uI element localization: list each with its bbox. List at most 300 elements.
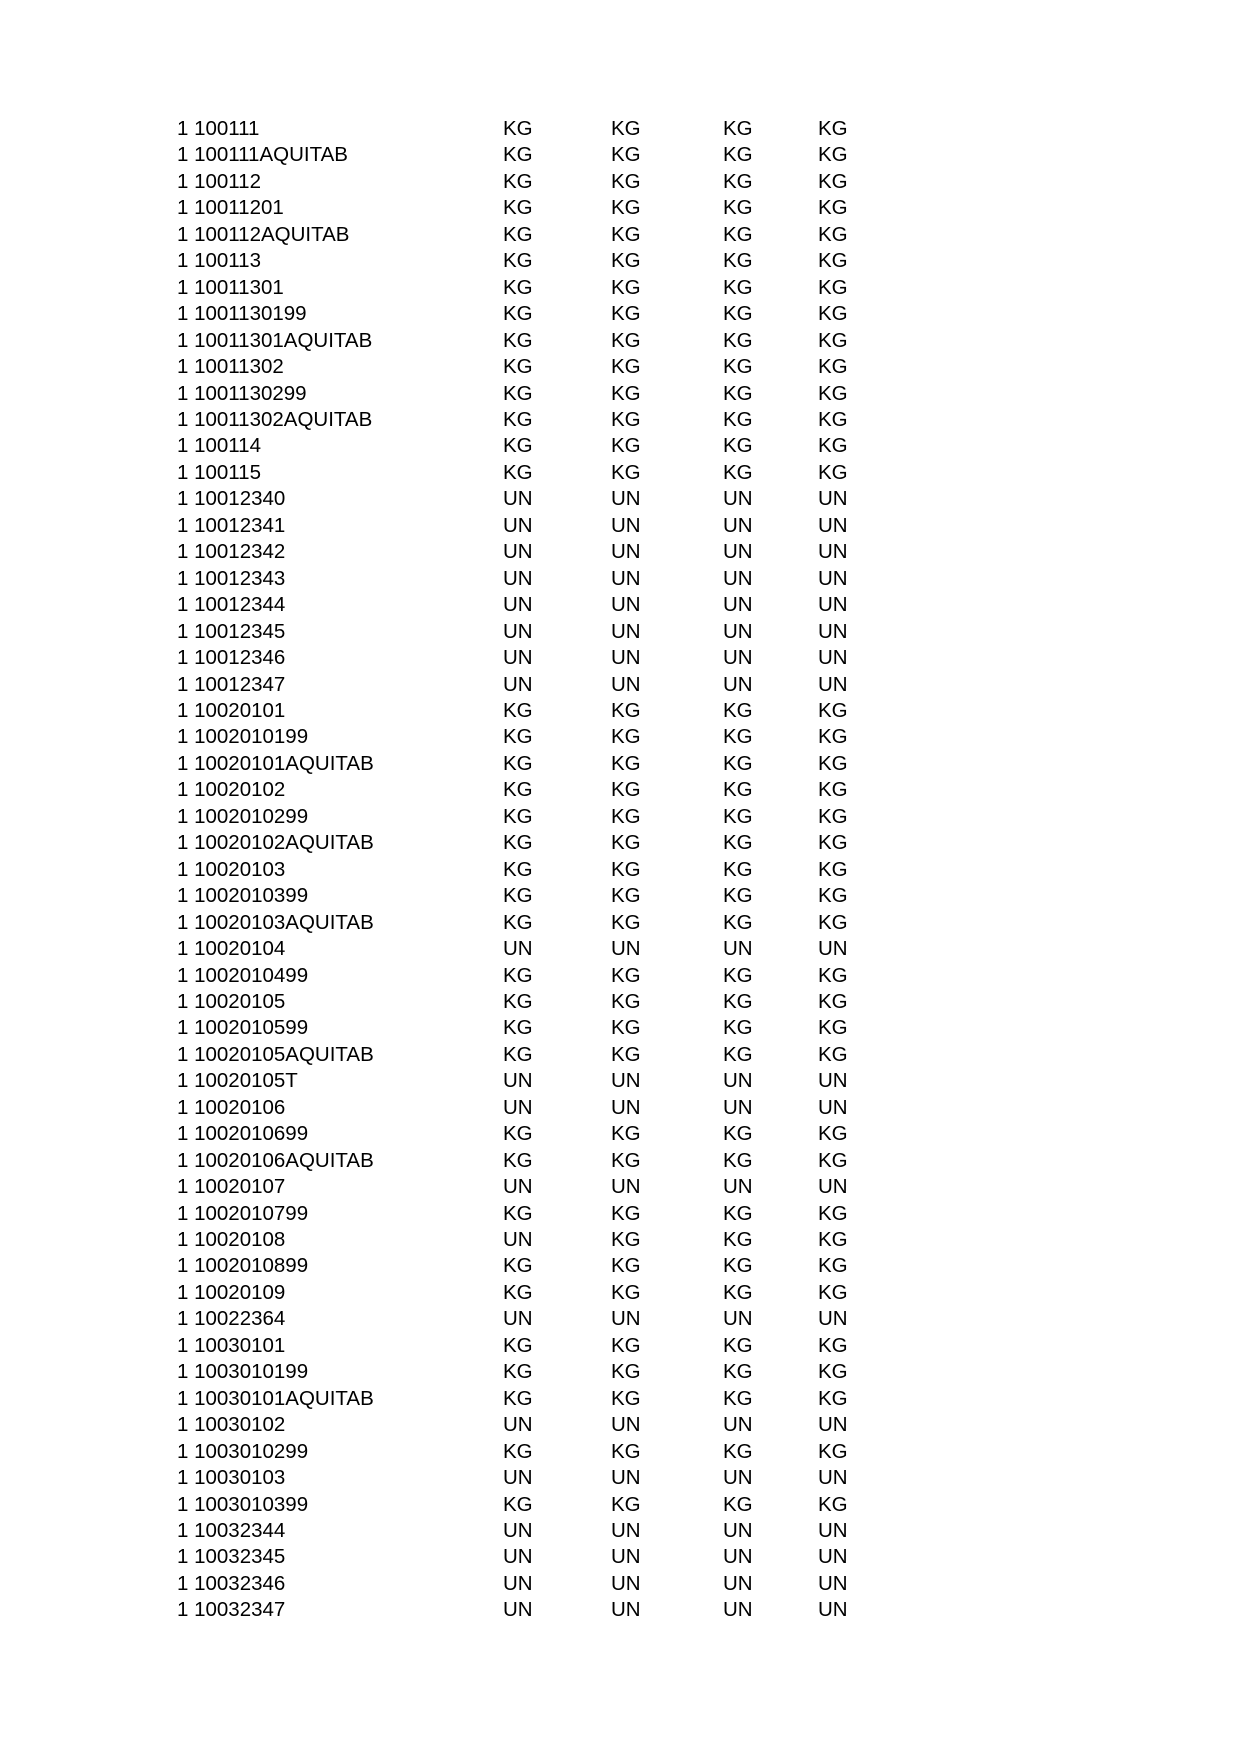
unit-cell: UN (611, 487, 641, 511)
unit-cell: KG (611, 1122, 641, 1146)
unit-cell: KG (723, 169, 753, 193)
unit-cell: KG (818, 1333, 848, 1357)
unit-cell: UN (503, 646, 533, 670)
unit-cell: UN (723, 1598, 753, 1622)
unit-cell: UN (723, 593, 753, 617)
unit-cell: KG (611, 1201, 641, 1225)
unit-cell: KG (818, 857, 848, 881)
unit-cell: UN (611, 619, 641, 643)
unit-cell: KG (818, 169, 848, 193)
code-cell: 1 100113 (177, 249, 261, 273)
table-row (177, 1518, 848, 1544)
unit-cell: UN (723, 619, 753, 643)
unit-cell: KG (723, 1254, 753, 1278)
code-cell: 1 1002010199 (177, 725, 309, 749)
code-cell: 1 10012346 (177, 646, 286, 670)
unit-cell: KG (818, 328, 848, 352)
unit-cell: KG (818, 196, 848, 220)
code-cell: 1 1002010699 (177, 1122, 309, 1146)
unit-cell: KG (611, 143, 641, 167)
code-cell: 1 10020107 (177, 1175, 286, 1199)
unit-cell: KG (611, 328, 641, 352)
unit-cell: KG (818, 1122, 848, 1146)
unit-cell: KG (503, 1360, 533, 1384)
unit-cell: KG (723, 1148, 753, 1172)
unit-cell: KG (818, 117, 848, 140)
table-row (177, 1042, 848, 1068)
table-row (177, 1015, 848, 1041)
unit-cell: UN (818, 619, 848, 643)
unit-cell: KG (818, 381, 848, 405)
unit-cell: UN (818, 593, 848, 617)
unit-cell: KG (818, 434, 848, 458)
code-cell: 1 100111AQUITAB (177, 143, 348, 167)
unit-cell: UN (503, 1413, 533, 1437)
unit-cell: KG (611, 355, 641, 379)
unit-cell: UN (723, 1466, 753, 1490)
unit-cell: KG (818, 1228, 848, 1252)
unit-cell: KG (818, 1148, 848, 1172)
table-row (177, 116, 848, 142)
code-cell: 1 10020105AQUITAB (177, 1042, 374, 1066)
unit-cell: UN (611, 1571, 641, 1595)
unit-cell: UN (611, 513, 641, 537)
unit-cell: KG (818, 222, 848, 246)
unit-cell: KG (818, 407, 848, 431)
code-cell: 1 10020109 (177, 1280, 286, 1304)
code-cell: 1 10030103 (177, 1466, 286, 1490)
table-row (177, 328, 848, 354)
unit-cell: UN (503, 1095, 533, 1119)
unit-cell: KG (611, 407, 641, 431)
code-cell: 1 10011201 (177, 196, 284, 220)
code-cell: 1 10020103 (177, 857, 286, 881)
unit-cell: KG (503, 751, 533, 775)
unit-cell: KG (611, 1333, 641, 1357)
unit-cell: UN (503, 1545, 533, 1569)
table-row (177, 1227, 848, 1253)
unit-cell: UN (611, 1095, 641, 1119)
unit-cell: UN (611, 672, 641, 696)
table-row (177, 1253, 848, 1279)
unit-cell: KG (503, 1148, 533, 1172)
unit-cell: KG (723, 117, 753, 140)
unit-cell: KG (723, 1122, 753, 1146)
table-row (177, 1280, 848, 1306)
unit-cell: UN (503, 1069, 533, 1093)
unit-cell: KG (503, 1201, 533, 1225)
unit-cell: UN (611, 540, 641, 564)
unit-cell: KG (611, 302, 641, 326)
code-cell: 1 1002010299 (177, 804, 309, 828)
unit-cell: KG (723, 1333, 753, 1357)
unit-cell: UN (818, 1545, 848, 1569)
table-row (177, 592, 848, 618)
unit-cell: KG (611, 1386, 641, 1410)
unit-cell: KG (611, 196, 641, 220)
unit-cell: UN (818, 1175, 848, 1199)
table-row (177, 433, 848, 459)
unit-cell: UN (503, 1519, 533, 1543)
table-row (177, 301, 848, 327)
code-cell: 1 10032345 (177, 1545, 286, 1569)
table-row (177, 1597, 848, 1623)
unit-cell: UN (818, 646, 848, 670)
unit-cell: KG (611, 1439, 641, 1463)
table-row (177, 989, 848, 1015)
unit-cell: KG (818, 1492, 848, 1516)
unit-cell: UN (503, 672, 533, 696)
table-row (177, 1465, 848, 1491)
unit-cell: KG (503, 698, 533, 722)
unit-cell: KG (723, 831, 753, 855)
unit-cell: KG (611, 381, 641, 405)
unit-cell: KG (611, 1016, 641, 1040)
table-row (177, 222, 848, 248)
unit-cell: UN (503, 566, 533, 590)
unit-cell: KG (818, 1201, 848, 1225)
code-cell: 1 10012347 (177, 672, 286, 696)
table-row (177, 883, 848, 909)
table-row (177, 195, 848, 221)
unit-cell: KG (503, 831, 533, 855)
unit-cell: KG (503, 117, 533, 140)
table-row (177, 1571, 848, 1597)
unit-cell: UN (723, 1307, 753, 1331)
unit-cell: KG (723, 222, 753, 246)
table-row (177, 248, 848, 274)
unit-cell: UN (723, 937, 753, 961)
code-cell: 1 10032344 (177, 1519, 286, 1543)
code-cell: 1 10032346 (177, 1571, 286, 1595)
code-cell: 1 1003010399 (177, 1492, 309, 1516)
table-row (177, 566, 848, 592)
table-row (177, 1492, 848, 1518)
unit-cell: KG (723, 751, 753, 775)
unit-cell: UN (503, 619, 533, 643)
code-cell: 1 10020106AQUITAB (177, 1148, 374, 1172)
unit-cell: KG (503, 249, 533, 273)
table-row (177, 1359, 848, 1385)
table-row (177, 169, 848, 195)
unit-cell: KG (723, 381, 753, 405)
unit-cell: UN (818, 1519, 848, 1543)
unit-cell: KG (723, 910, 753, 934)
table-row (177, 1333, 848, 1359)
unit-cell: KG (503, 407, 533, 431)
code-cell: 1 100111 (177, 117, 260, 140)
unit-cell: KG (503, 169, 533, 193)
unit-cell: UN (503, 487, 533, 511)
unit-cell: UN (611, 1307, 641, 1331)
table-row (177, 1148, 848, 1174)
unit-cell: UN (818, 1307, 848, 1331)
code-cell: 1 100115 (177, 460, 261, 484)
unit-cell: UN (611, 566, 641, 590)
unit-cell: KG (611, 1228, 641, 1252)
unit-cell: KG (611, 831, 641, 855)
unit-cell: KG (723, 989, 753, 1013)
code-cell: 1 10011302 (177, 355, 284, 379)
unit-cell: UN (818, 672, 848, 696)
unit-cell: KG (611, 910, 641, 934)
table-row (177, 672, 848, 698)
unit-cell: KG (818, 989, 848, 1013)
unit-cell: UN (723, 566, 753, 590)
unit-cell: UN (503, 1466, 533, 1490)
unit-cell: KG (723, 1360, 753, 1384)
unit-cell: UN (503, 1175, 533, 1199)
unit-cell: KG (723, 1228, 753, 1252)
code-cell: 1 10012345 (177, 619, 286, 643)
unit-cell: KG (503, 963, 533, 987)
unit-cell: KG (611, 857, 641, 881)
unit-cell: UN (723, 487, 753, 511)
unit-cell: KG (611, 778, 641, 802)
unit-cell: KG (818, 778, 848, 802)
unit-cell: UN (723, 513, 753, 537)
code-cell: 1 10020102AQUITAB (177, 831, 374, 855)
unit-cell: KG (723, 143, 753, 167)
table-row (177, 275, 848, 301)
table-row (177, 513, 848, 539)
unit-cell: KG (611, 804, 641, 828)
unit-cell: UN (818, 1095, 848, 1119)
code-cell: 1 10012340 (177, 487, 286, 511)
unit-cell: KG (818, 1439, 848, 1463)
code-cell: 1 10020104 (177, 937, 286, 961)
table-row (177, 936, 848, 962)
table-row (177, 698, 848, 724)
table-row (177, 407, 848, 433)
unit-cell: KG (503, 1280, 533, 1304)
units-table (177, 116, 848, 1624)
unit-cell: KG (611, 963, 641, 987)
unit-cell: KG (611, 1042, 641, 1066)
unit-cell: UN (611, 1069, 641, 1093)
table-row (177, 1386, 848, 1412)
unit-cell: UN (503, 540, 533, 564)
unit-cell: KG (503, 778, 533, 802)
unit-cell: KG (818, 698, 848, 722)
unit-cell: KG (818, 249, 848, 273)
unit-cell: UN (818, 540, 848, 564)
unit-cell: UN (818, 1571, 848, 1595)
unit-cell: UN (723, 1545, 753, 1569)
unit-cell: KG (611, 222, 641, 246)
code-cell: 1 10012342 (177, 540, 286, 564)
code-cell: 1 1002010899 (177, 1254, 309, 1278)
table-row (177, 910, 848, 936)
unit-cell: UN (818, 487, 848, 511)
unit-cell: KG (818, 1042, 848, 1066)
unit-cell: KG (611, 169, 641, 193)
unit-cell: UN (611, 1598, 641, 1622)
unit-cell: KG (723, 302, 753, 326)
unit-cell: UN (611, 1466, 641, 1490)
unit-cell: KG (818, 804, 848, 828)
unit-cell: KG (723, 857, 753, 881)
unit-cell: KG (503, 328, 533, 352)
code-cell: 1 1002010399 (177, 884, 309, 908)
table-row (177, 1095, 848, 1121)
unit-cell: KG (503, 1122, 533, 1146)
code-cell: 1 10020103AQUITAB (177, 910, 374, 934)
unit-cell: KG (818, 1386, 848, 1410)
unit-cell: KG (611, 1148, 641, 1172)
unit-cell: UN (818, 1069, 848, 1093)
unit-cell: KG (611, 117, 641, 140)
unit-cell: KG (818, 1360, 848, 1384)
code-cell: 1 1002010499 (177, 963, 309, 987)
unit-cell: UN (611, 937, 641, 961)
unit-cell: KG (723, 355, 753, 379)
unit-cell: UN (723, 1175, 753, 1199)
code-cell: 1 1001130199 (177, 302, 307, 326)
code-cell: 1 10020105 (177, 989, 286, 1013)
unit-cell: UN (503, 513, 533, 537)
unit-cell: KG (818, 1016, 848, 1040)
unit-cell: KG (818, 725, 848, 749)
unit-cell: KG (503, 460, 533, 484)
table-row (177, 142, 848, 168)
unit-cell: KG (611, 275, 641, 299)
unit-cell: KG (818, 355, 848, 379)
unit-cell: KG (503, 857, 533, 881)
code-cell: 1 10030101 (177, 1333, 286, 1357)
unit-cell: KG (503, 1016, 533, 1040)
unit-cell: UN (723, 1095, 753, 1119)
unit-cell: KG (818, 963, 848, 987)
code-cell: 1 100114 (177, 434, 261, 458)
unit-cell: KG (723, 698, 753, 722)
unit-cell: KG (723, 1280, 753, 1304)
code-cell: 1 1003010199 (177, 1360, 309, 1384)
unit-cell: KG (611, 1492, 641, 1516)
unit-cell: UN (723, 540, 753, 564)
code-cell: 1 100112 (177, 169, 261, 193)
unit-cell: KG (503, 1254, 533, 1278)
unit-cell: KG (723, 1042, 753, 1066)
unit-cell: KG (611, 1360, 641, 1384)
unit-cell: UN (611, 1545, 641, 1569)
code-cell: 1 10012344 (177, 593, 286, 617)
unit-cell: KG (818, 1280, 848, 1304)
unit-cell: KG (611, 698, 641, 722)
unit-cell: KG (723, 804, 753, 828)
unit-cell: UN (611, 593, 641, 617)
unit-cell: KG (818, 910, 848, 934)
table-row (177, 1412, 848, 1438)
unit-cell: KG (818, 275, 848, 299)
unit-cell: UN (503, 937, 533, 961)
table-row (177, 381, 848, 407)
unit-cell: KG (503, 1492, 533, 1516)
unit-cell: KG (611, 249, 641, 273)
unit-cell: UN (503, 1571, 533, 1595)
code-cell: 1 10020108 (177, 1228, 286, 1252)
unit-cell: KG (503, 910, 533, 934)
unit-cell: KG (723, 407, 753, 431)
code-cell: 1 10032347 (177, 1598, 286, 1622)
table-row (177, 354, 848, 380)
table-row (177, 1544, 848, 1570)
unit-cell: KG (723, 884, 753, 908)
unit-cell: KG (503, 302, 533, 326)
code-cell: 1 10012341 (177, 513, 286, 537)
unit-cell: KG (723, 249, 753, 273)
unit-cell: UN (503, 1307, 533, 1331)
code-cell: 1 1002010799 (177, 1201, 309, 1225)
unit-cell: KG (723, 725, 753, 749)
table-row (177, 619, 848, 645)
table-row (177, 1121, 848, 1147)
unit-cell: KG (723, 1492, 753, 1516)
code-cell: 1 1002010599 (177, 1016, 309, 1040)
unit-cell: KG (503, 143, 533, 167)
unit-cell: KG (611, 989, 641, 1013)
table-row (177, 830, 848, 856)
unit-cell: KG (723, 328, 753, 352)
unit-cell: UN (723, 1519, 753, 1543)
table-row (177, 1306, 848, 1332)
unit-cell: KG (611, 1280, 641, 1304)
unit-cell: KG (818, 143, 848, 167)
unit-cell: UN (818, 1598, 848, 1622)
code-cell: 1 10012343 (177, 566, 286, 590)
unit-cell: KG (818, 884, 848, 908)
unit-cell: KG (611, 751, 641, 775)
unit-cell: KG (818, 751, 848, 775)
unit-cell: UN (723, 1413, 753, 1437)
code-cell: 1 1003010299 (177, 1439, 309, 1463)
table-row (177, 857, 848, 883)
unit-cell: KG (503, 804, 533, 828)
code-cell: 1 10030101AQUITAB (177, 1386, 374, 1410)
unit-cell: KG (818, 831, 848, 855)
table-row (177, 1068, 848, 1094)
unit-cell: KG (503, 1386, 533, 1410)
unit-cell: KG (611, 460, 641, 484)
unit-cell: UN (723, 646, 753, 670)
unit-cell: KG (611, 725, 641, 749)
code-cell: 1 10030102 (177, 1413, 286, 1437)
code-cell: 1 100112AQUITAB (177, 222, 350, 246)
unit-cell: KG (611, 884, 641, 908)
unit-cell: KG (503, 725, 533, 749)
table-row (177, 1174, 848, 1200)
unit-cell: KG (503, 1042, 533, 1066)
unit-cell: KG (503, 989, 533, 1013)
code-cell: 1 1001130299 (177, 381, 307, 405)
unit-cell: UN (818, 1413, 848, 1437)
unit-cell: KG (503, 884, 533, 908)
unit-cell: KG (818, 1254, 848, 1278)
unit-cell: KG (723, 434, 753, 458)
table-row (177, 804, 848, 830)
unit-cell: UN (503, 1228, 533, 1252)
code-cell: 1 10020101 (177, 698, 286, 722)
unit-cell: UN (723, 672, 753, 696)
unit-cell: UN (503, 1598, 533, 1622)
table-row (177, 963, 848, 989)
unit-cell: KG (503, 355, 533, 379)
code-cell: 1 10022364 (177, 1307, 286, 1331)
unit-cell: UN (818, 937, 848, 961)
unit-cell: UN (503, 593, 533, 617)
unit-cell: UN (611, 1175, 641, 1199)
unit-cell: KG (503, 434, 533, 458)
